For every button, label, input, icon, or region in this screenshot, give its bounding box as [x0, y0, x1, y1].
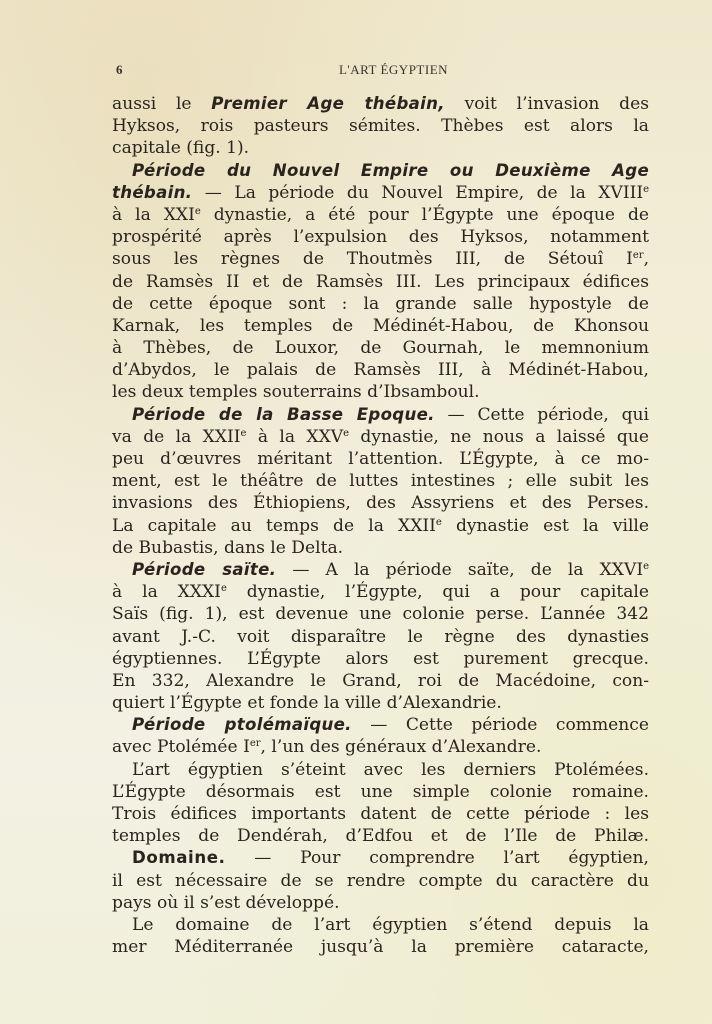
text-line: Saïs (fig. 1), est devenue une colonie perse. L’année 342 — [112, 604, 649, 625]
text-line: Le domaine de l’art égyptien s’étend depuis la — [132, 914, 649, 935]
text-line: de cette époque sont : la grande salle hypostyle de — [112, 293, 649, 314]
paragraph-basse-epoque — [112, 404, 649, 559]
text-line: sous les règnes de Thoutmès III, de Sétouî Ier, — [112, 249, 649, 270]
text-line: à Thèbes, de Louxor, de Gournah, le memnonium — [112, 338, 649, 359]
running-title: L'ART ÉGYPTIEN — [338, 62, 449, 77]
text-line: va de la XXIIe à la XXVe dynastie, ne nous a laissé que — [112, 426, 649, 447]
text-line: Période saïte. — A la période saïte, de la XXVIe — [132, 559, 649, 580]
paragraph-domaine-etendue — [112, 914, 649, 958]
text-line: Karnak, les temples de Médinét-Habou, de Khonsou — [112, 315, 649, 336]
text-line: Domaine. — Pour comprendre l’art égyptien, — [132, 848, 649, 869]
text-line: ment, est le théâtre de luttes intestines ; elle subit les — [112, 471, 649, 492]
text-line: avec Ptolémée Ier, l’un des généraux d’Alexandre. — [112, 737, 542, 758]
text-line: aussi le Premier Age thébain, voit l’invasion des — [112, 94, 649, 114]
text-line: à la XXIe dynastie, a été pour l’Égypte une époque de — [112, 204, 650, 225]
text-line: à la XXXIe dynastie, l’Égypte, qui a pour capitale — [112, 582, 649, 603]
ordinal-superscript: e — [194, 205, 201, 217]
text-line: de Bubastis, dans le Delta. — [112, 537, 344, 558]
text-line: temples de Dendérah, d’Edfou et de l’Ile de Philæ. — [112, 826, 649, 847]
section-heading: Période ptolémaïque. — [132, 715, 352, 735]
text-line: Période ptolémaïque. — Cette période commence — [132, 715, 649, 736]
text-line: égyptiennes. L’Égypte alors est purement grecque. — [112, 648, 649, 669]
text-line: En 332, Alexandre le Grand, roi de Macédoine, con- — [112, 670, 649, 691]
text-line: mer Méditerranée jusqu’à la première cataracte, — [112, 937, 649, 958]
text-line: prospérité après l’expulsion des Hyksos, notamment — [112, 227, 649, 248]
text-line: les deux temples souterrains d’Ibsamboul. — [112, 382, 480, 403]
text-line: avant J.-C. voit disparaître le règne des dynasties — [112, 626, 649, 647]
text-line: capitale (fig. 1). — [112, 138, 250, 159]
page-number: 6 — [116, 62, 123, 77]
section-heading: Domaine. — [132, 848, 226, 868]
body-text — [112, 93, 649, 958]
section-heading: Période du Nouvel Empire ou Deuxième Age — [132, 160, 649, 180]
section-heading: Premier Age thébain, — [211, 94, 445, 113]
section-heading: thébain. — [112, 182, 193, 202]
text-line: Hyksos, rois pasteurs sémites. Thèbes est alors la — [112, 116, 649, 137]
paragraph-art-eteint — [112, 759, 649, 848]
ordinal-superscript: e — [643, 560, 649, 572]
ordinal-superscript: er — [632, 250, 644, 262]
section-heading: Période saïte. — [132, 559, 277, 579]
text-line: Période de la Basse Epoque. — Cette période, qui — [132, 404, 649, 425]
ordinal-superscript: er — [249, 738, 261, 750]
text-line: invasions des Éthiopiens, des Assyriens et des Perses. — [112, 493, 649, 514]
text-line: L’Égypte désormais est une simple colonie romaine. — [112, 781, 649, 802]
text-line: de Ramsès II et de Ramsès III. Les principaux édifices — [112, 271, 649, 292]
text-line — [112, 160, 649, 182]
text-line: quiert l’Égypte et fonde la ville d’Alexandrie. — [112, 693, 502, 714]
ordinal-superscript: e — [435, 516, 442, 528]
ordinal-superscript: e — [643, 183, 649, 195]
text-line: pays où il s’est développé. — [112, 892, 340, 913]
section-heading: Période de la Basse Epoque. — [132, 404, 435, 424]
text-line: La capitale au temps de la XXIIe dynastie est la ville — [112, 515, 649, 536]
paragraph-domaine — [112, 847, 649, 914]
text-line: Trois édifices importants datent de cette période : les — [112, 804, 649, 824]
ordinal-superscript: e — [343, 427, 350, 439]
text-line: thébain. — La période du Nouvel Empire, de la XVIIIe — [112, 182, 649, 203]
paragraph-premier-age — [112, 93, 649, 160]
text-line: peu d’œuvres méritant l’attention. L’Égypte, à ce mo- — [112, 449, 649, 469]
text-line: L’art égyptien s’éteint avec les derniers Ptolémées. — [132, 759, 649, 780]
text-line: il est nécessaire de se rendre compte du caractère du — [112, 870, 649, 891]
text-line: d’Abydos, le palais de Ramsès III, à Médinét-Habou, — [112, 360, 649, 381]
running-head — [113, 62, 648, 80]
ordinal-superscript: e — [220, 583, 227, 595]
paragraph-ptolemaique — [112, 714, 649, 758]
paragraph-nouvel-empire — [112, 160, 649, 404]
ordinal-superscript: e — [240, 427, 247, 439]
paragraph-saite — [112, 559, 649, 714]
